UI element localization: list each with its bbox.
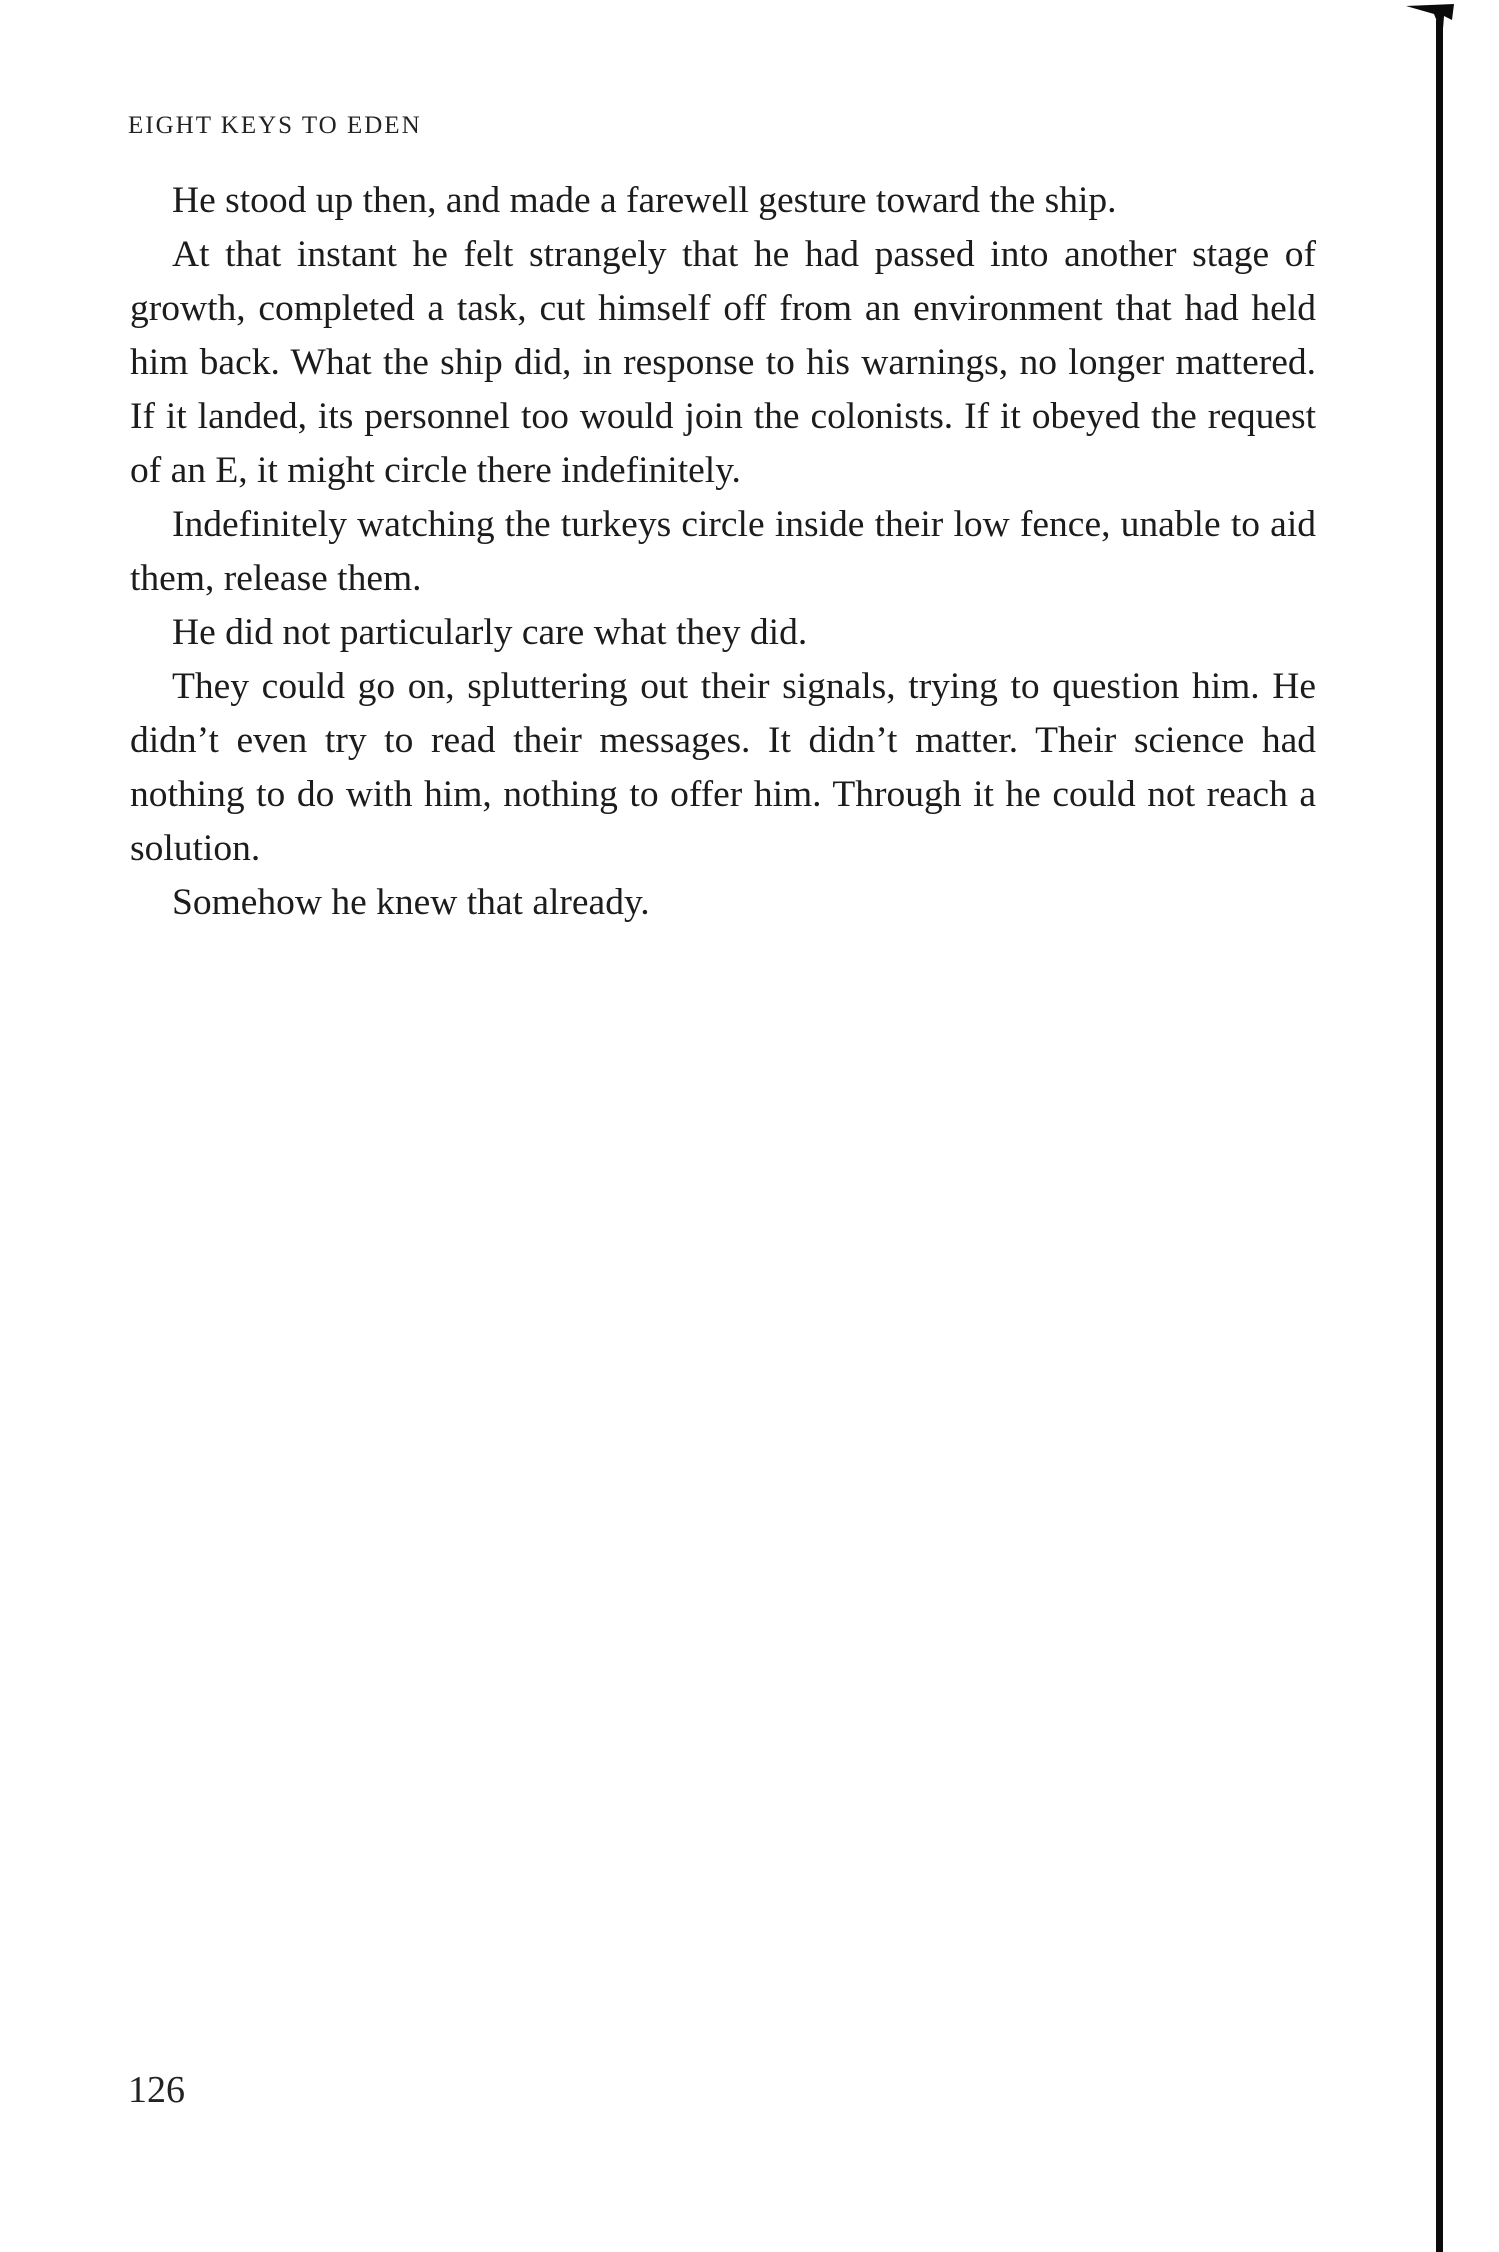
paragraph: He stood up then, and made a farewell gesture toward the ship. [172, 180, 1117, 221]
paragraph: They could go on, spluttering out their signals, trying to question him. He didn’t even try to read their messages. It didn’t matter. Their science had nothing to do with him, nothing to offer him. Through it he could not reach a solution. [130, 666, 1316, 869]
page-edge-shadow [1436, 20, 1443, 2252]
body-text [130, 174, 1316, 930]
paragraph: Somehow he knew that already. [172, 882, 650, 923]
page-number: 126 [128, 2069, 185, 2111]
page-edge-cap [1404, 2, 1456, 62]
paragraph: Indefinitely watching the turkeys circle inside their low fence, unable to aid them, release them. [130, 504, 1316, 599]
paragraph: At that instant he felt strangely that he had passed into another stage of growth, completed a task, cut himself off from an environment that had held him back. What the ship did, in response to his warnings, no longer mattered. If it landed, its personnel too would join the colonists. If it obeyed the request of an E, it might circle there indefinitely. [130, 234, 1316, 491]
paragraph: He did not particularly care what they did. [172, 612, 808, 653]
running-head: EIGHT KEYS TO EDEN [128, 112, 422, 139]
